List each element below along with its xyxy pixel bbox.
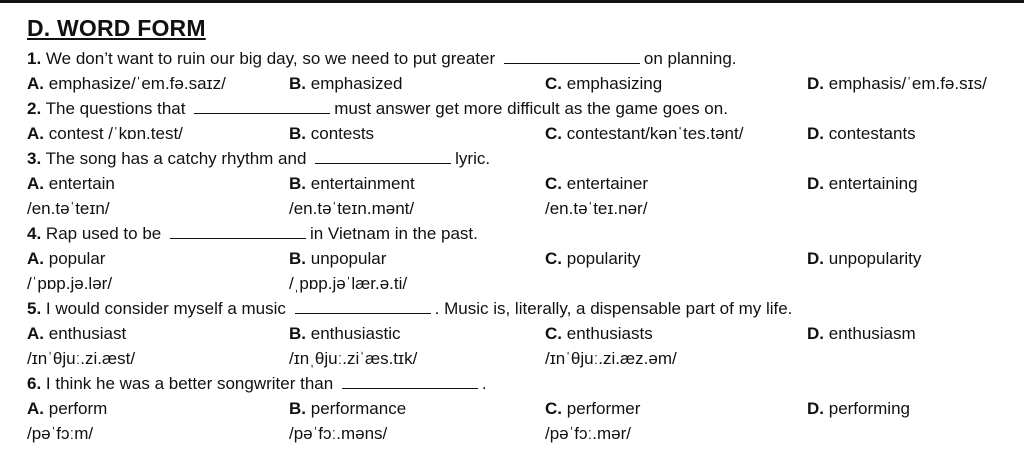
option-letter: C. <box>545 249 562 268</box>
option-3-a[interactable] <box>27 174 115 194</box>
option-ipa: /pəˈfɔːm/ <box>27 424 94 443</box>
option-6-c[interactable] <box>545 399 640 419</box>
answer-blank[interactable] <box>170 224 306 239</box>
option-ipa: /ˈpɒp.jə.lər/ <box>27 274 113 293</box>
option-letter: C. <box>545 399 562 418</box>
question-text-before: The song has a catchy rhythm and <box>45 149 307 168</box>
option-letter: B. <box>289 174 306 193</box>
question-text-after: on planning. <box>643 49 737 68</box>
option-letter: C. <box>545 124 562 143</box>
question-text-after: must answer get more difficult as the game goes on. <box>334 99 728 118</box>
question-text-before: I think he was a better songwriter than <box>45 374 334 393</box>
question-number: 3. <box>27 149 42 168</box>
option-3-b[interactable] <box>289 174 415 194</box>
option-2-d[interactable] <box>807 124 916 144</box>
question-6 <box>27 374 487 394</box>
question-text-after: in Vietnam in the past. <box>309 224 478 243</box>
option-6-d[interactable] <box>807 399 910 419</box>
top-border <box>0 0 1024 3</box>
option-letter: B. <box>289 124 306 143</box>
option-letter: D. <box>807 174 824 193</box>
question-text-after: . Music is, literally, a dispensable part of my life. <box>434 299 793 318</box>
option-text: popular <box>48 249 106 268</box>
option-text: emphasized <box>310 74 403 93</box>
option-ipa: /ˌpɒp.jəˈlær.ə.ti/ <box>289 274 408 293</box>
option-text: contests <box>310 124 375 143</box>
section-title: D. WORD FORM <box>27 15 206 41</box>
option-text: enthusiastic <box>310 324 401 343</box>
answer-blank[interactable] <box>504 49 640 64</box>
option-text: contestants <box>828 124 916 143</box>
option-4-d[interactable] <box>807 249 921 269</box>
option-2-c[interactable] <box>545 124 743 144</box>
option-3-d[interactable] <box>807 174 918 194</box>
option-letter: C. <box>545 74 562 93</box>
option-1-a[interactable] <box>27 74 226 94</box>
option-6-b[interactable] <box>289 399 406 419</box>
option-letter: A. <box>27 174 44 193</box>
option-5-a[interactable] <box>27 324 126 344</box>
answer-blank[interactable] <box>295 299 431 314</box>
option-letter: A. <box>27 249 44 268</box>
question-1 <box>27 49 737 69</box>
option-text: contest /ˈkɒn.test/ <box>48 124 183 143</box>
option-text: popularity <box>566 249 641 268</box>
option-text: entertaining <box>828 174 918 193</box>
option-letter: C. <box>545 174 562 193</box>
option-text: unpopular <box>310 249 387 268</box>
answer-blank[interactable] <box>194 99 330 114</box>
option-letter: D. <box>807 399 824 418</box>
option-letter: B. <box>289 399 306 418</box>
option-text: emphasize/ˈem.fə.saɪz/ <box>48 74 226 93</box>
option-5-c[interactable] <box>545 324 653 344</box>
option-text: emphasizing <box>566 74 663 93</box>
option-text: performing <box>828 399 910 418</box>
option-text: performer <box>566 399 641 418</box>
option-ipa: /ɪnˌθjuː.ziˈæs.tɪk/ <box>289 349 418 368</box>
question-text-before: We don’t want to ruin our big day, so we need to put greater <box>45 49 496 68</box>
option-1-d[interactable] <box>807 74 987 94</box>
option-ipa: /pəˈfɔː.mər/ <box>545 424 631 443</box>
option-letter: A. <box>27 399 44 418</box>
option-text: enthusiast <box>48 324 127 343</box>
question-number: 5. <box>27 299 42 318</box>
option-1-c[interactable] <box>545 74 662 94</box>
option-letter: A. <box>27 324 44 343</box>
question-text-after: . <box>481 374 487 393</box>
option-text: entertain <box>48 174 115 193</box>
option-6-a[interactable] <box>27 399 107 419</box>
question-text-before: I would consider myself a music <box>45 299 286 318</box>
option-3-c[interactable] <box>545 174 648 194</box>
answer-blank[interactable] <box>315 149 451 164</box>
option-5-b[interactable] <box>289 324 401 344</box>
option-text: emphasis/ˈem.fə.sɪs/ <box>828 74 987 93</box>
option-letter: B. <box>289 74 306 93</box>
option-ipa: /ɪnˈθjuː.zi.æz.əm/ <box>545 349 677 368</box>
option-ipa: /pəˈfɔː.məns/ <box>289 424 388 443</box>
question-text-after: lyric. <box>455 149 491 168</box>
question-3 <box>27 149 490 169</box>
option-letter: B. <box>289 324 306 343</box>
option-4-b[interactable] <box>289 249 386 269</box>
option-letter: D. <box>807 124 824 143</box>
question-text-before: The questions that <box>45 99 186 118</box>
answer-blank[interactable] <box>342 374 478 389</box>
option-letter: D. <box>807 74 824 93</box>
option-5-d[interactable] <box>807 324 916 344</box>
option-4-c[interactable] <box>545 249 640 269</box>
option-text: perform <box>48 399 108 418</box>
question-number: 4. <box>27 224 42 243</box>
option-ipa: /en.təˈteɪn.mənt/ <box>289 199 415 218</box>
option-ipa: /ɪnˈθjuː.zi.æst/ <box>27 349 136 368</box>
question-number: 2. <box>27 99 42 118</box>
option-2-b[interactable] <box>289 124 374 144</box>
option-text: performance <box>310 399 407 418</box>
option-letter: D. <box>807 249 824 268</box>
option-2-a[interactable] <box>27 124 183 144</box>
option-text: entertainer <box>566 174 649 193</box>
option-text: contestant/kənˈtes.tənt/ <box>566 124 744 143</box>
option-text: entertainment <box>310 174 415 193</box>
question-2 <box>27 99 728 119</box>
option-1-b[interactable] <box>289 74 402 94</box>
option-text: enthusiasm <box>828 324 916 343</box>
question-number: 1. <box>27 49 42 68</box>
question-4 <box>27 224 478 244</box>
option-ipa: /en.təˈteɪ.nər/ <box>545 199 648 218</box>
question-5 <box>27 299 792 319</box>
option-text: enthusiasts <box>566 324 653 343</box>
option-letter: A. <box>27 124 44 143</box>
question-text-before: Rap used to be <box>45 224 162 243</box>
option-letter: D. <box>807 324 824 343</box>
option-4-a[interactable] <box>27 249 105 269</box>
option-ipa: /en.təˈteɪn/ <box>27 199 110 218</box>
question-number: 6. <box>27 374 42 393</box>
option-text: unpopularity <box>828 249 922 268</box>
option-letter: A. <box>27 74 44 93</box>
option-letter: C. <box>545 324 562 343</box>
option-letter: B. <box>289 249 306 268</box>
